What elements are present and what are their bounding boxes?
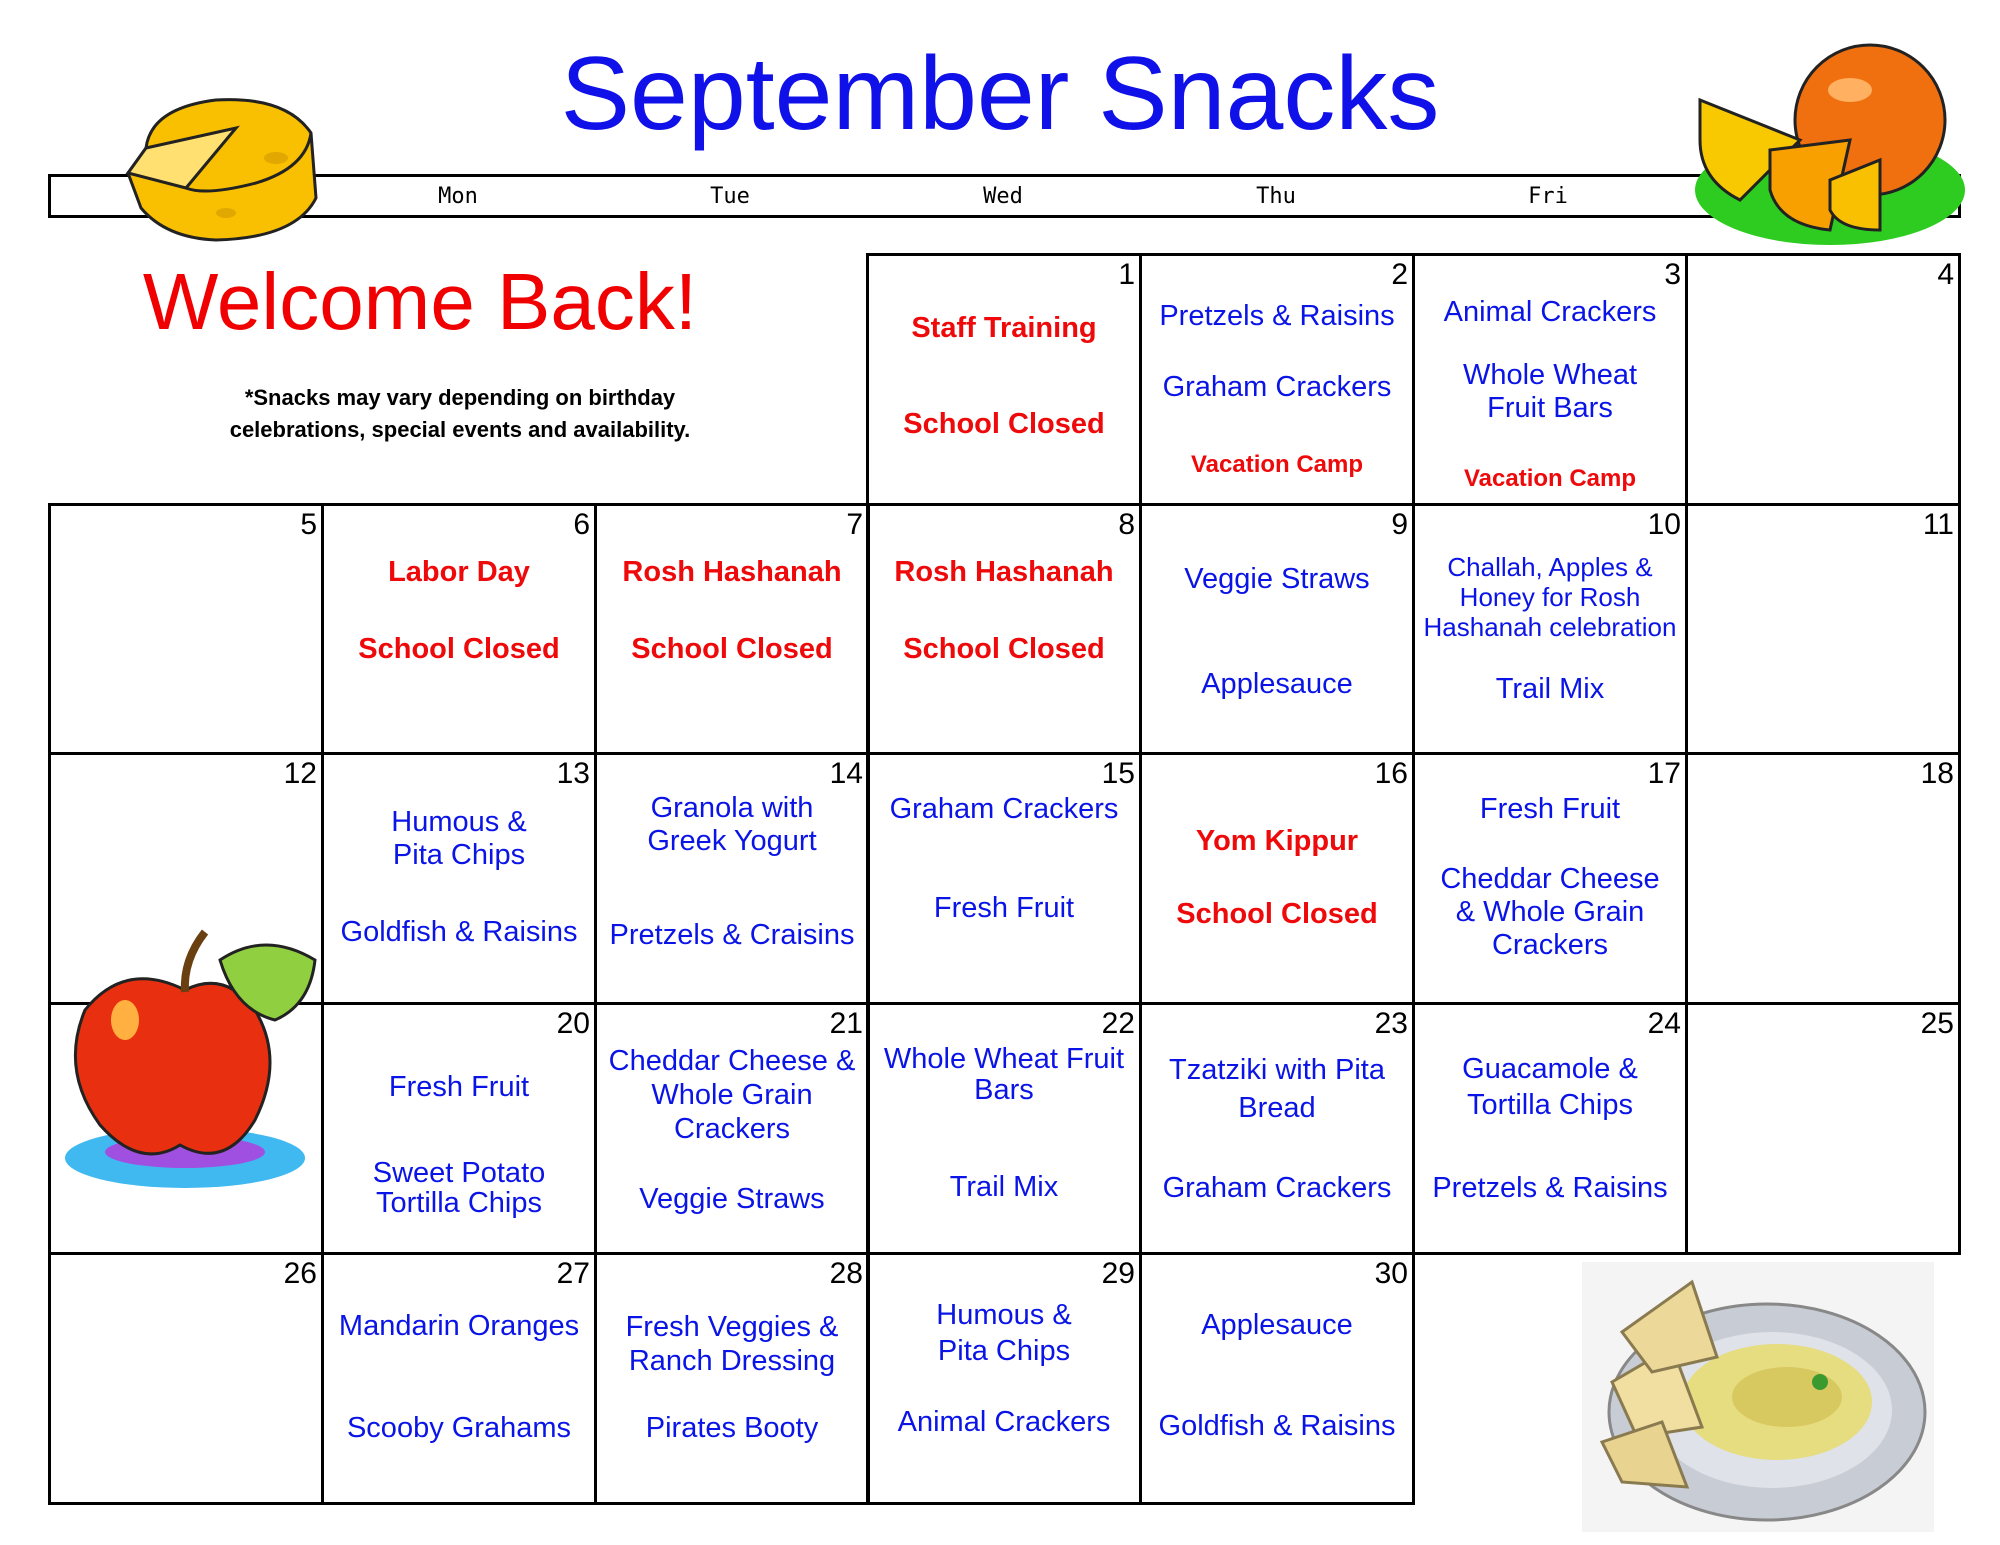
snack-item: Guacamole & Tortilla Chips	[1462, 1053, 1638, 1121]
day-number: 9	[1391, 508, 1408, 541]
day-cell	[1139, 1002, 1415, 1255]
day-number: 23	[1374, 1007, 1408, 1040]
snack-item: Goldfish & Raisins	[1158, 1410, 1396, 1442]
day-cell	[321, 1252, 597, 1505]
snack-item: Mandarin Oranges	[338, 1310, 580, 1342]
snack-item: Animal Crackers	[897, 1406, 1111, 1438]
day-cell	[321, 752, 597, 1005]
snack-item: Cheddar Cheese & Whole Grain Crackers	[608, 1045, 856, 1145]
day-event: School Closed	[631, 633, 833, 665]
day-number: 20	[556, 1007, 590, 1040]
snack-item: Pretzels & Raisins	[1432, 1172, 1668, 1204]
day-cell	[1412, 1002, 1688, 1255]
day-number: 18	[1920, 757, 1954, 790]
day-cell	[866, 752, 1142, 1005]
snack-item: Scooby Grahams	[346, 1412, 572, 1444]
day-event: Staff Training	[911, 312, 1097, 344]
snack-item: Applesauce	[1201, 1309, 1353, 1341]
snack-item: Humous & Pita Chips	[391, 806, 527, 871]
snack-item: Trail Mix	[1495, 673, 1605, 705]
day-cell	[594, 1002, 870, 1255]
day-event: School Closed	[1176, 898, 1378, 930]
snack-item: Fresh Fruit	[1479, 793, 1621, 825]
snack-item: Veggie Straws	[639, 1183, 825, 1215]
day-event: Labor Day	[388, 556, 530, 588]
day-number: 24	[1647, 1007, 1681, 1040]
day-cell	[866, 503, 1142, 755]
day-number: 11	[1922, 508, 1954, 541]
day-cell	[594, 752, 870, 1005]
snack-item: Fresh Fruit	[388, 1071, 530, 1103]
day-number: 22	[1101, 1007, 1135, 1040]
day-event: School Closed	[903, 408, 1105, 440]
day-event: Vacation Camp	[1463, 465, 1637, 492]
day-number: 12	[283, 757, 317, 790]
day-cell	[1412, 253, 1688, 506]
day-event: Vacation Camp	[1190, 451, 1364, 478]
snack-item: Graham Crackers	[889, 793, 1119, 825]
snack-item: Cheddar Cheese & Whole Grain Crackers	[1440, 863, 1660, 961]
snack-item: Tzatziki with Pita Bread	[1169, 1054, 1385, 1124]
day-cell	[1685, 503, 1961, 755]
day-number: 29	[1101, 1257, 1135, 1290]
snack-item: Trail Mix	[949, 1171, 1059, 1203]
day-cell	[594, 503, 870, 755]
snack-item: Goldfish & Raisins	[340, 916, 578, 948]
day-cell	[866, 1252, 1142, 1505]
snack-item: Pirates Booty	[645, 1412, 819, 1444]
snack-item: Pretzels & Craisins	[609, 919, 855, 951]
day-cell	[1139, 1252, 1415, 1505]
day-cell	[1139, 752, 1415, 1005]
snack-note: *Snacks may vary depending on birthday celebrations, special events and availability.	[229, 385, 691, 442]
day-number: 25	[1920, 1007, 1954, 1040]
apple-icon	[55, 920, 335, 1190]
hummus-plate-icon	[1582, 1262, 1934, 1532]
day-number: 3	[1664, 258, 1681, 291]
snack-item: Whole Wheat Fruit Bars	[1462, 359, 1638, 424]
orange-icon	[1680, 30, 1970, 250]
day-number: 16	[1374, 757, 1408, 790]
snack-item: Fresh Veggies & Ranch Dressing	[625, 1311, 839, 1377]
day-number: 10	[1647, 508, 1681, 541]
cheese-icon	[106, 88, 326, 248]
day-cell	[321, 1002, 597, 1255]
weekday-tue: Tue	[710, 184, 750, 209]
snack-item: Veggie Straws	[1184, 563, 1370, 595]
snack-item: Animal Crackers	[1443, 296, 1657, 328]
day-event: Rosh Hashanah	[622, 556, 842, 588]
day-number: 6	[573, 508, 590, 541]
day-number: 14	[829, 757, 863, 790]
day-event: School Closed	[903, 633, 1105, 665]
day-cell	[1685, 253, 1961, 506]
snack-item: Graham Crackers	[1162, 1172, 1392, 1204]
snack-item: Applesauce	[1201, 668, 1353, 700]
snack-item: Graham Crackers	[1162, 371, 1392, 403]
snack-item: Fresh Fruit	[933, 892, 1075, 924]
snack-item: Whole Wheat Fruit Bars	[883, 1043, 1125, 1106]
day-number: 26	[283, 1257, 317, 1290]
welcome-heading: Welcome Back!	[142, 257, 698, 346]
weekday-thu: Thu	[1256, 184, 1296, 209]
snack-item: Sweet Potato Tortilla Chips	[372, 1157, 546, 1219]
day-cell	[1139, 503, 1415, 755]
day-cell	[321, 503, 597, 755]
day-event: School Closed	[358, 633, 560, 665]
day-number: 27	[556, 1257, 590, 1290]
day-cell	[866, 1002, 1142, 1255]
day-number: 30	[1374, 1257, 1408, 1290]
day-number: 5	[300, 508, 317, 541]
snack-item: Challah, Apples & Honey for Rosh Hashanah celebration	[1423, 552, 1677, 642]
day-cell	[1139, 253, 1415, 506]
snack-item: Pretzels & Raisins	[1159, 300, 1395, 332]
weekday-fri: Fri	[1528, 184, 1568, 209]
day-cell	[594, 1252, 870, 1505]
day-number: 13	[556, 757, 590, 790]
day-number: 1	[1118, 258, 1135, 291]
snack-item: Granola with Greek Yogurt	[647, 792, 817, 857]
day-number: 17	[1647, 757, 1681, 790]
page-title: September Snacks	[560, 36, 1440, 152]
day-number: 8	[1118, 508, 1135, 541]
day-event: Rosh Hashanah	[894, 556, 1114, 588]
day-event: Yom Kippur	[1195, 825, 1359, 857]
day-cell	[1685, 1002, 1961, 1255]
day-number: 2	[1391, 258, 1408, 291]
day-cell	[48, 1252, 324, 1505]
day-cell	[866, 253, 1142, 506]
day-cell	[48, 503, 324, 755]
day-cell	[1685, 752, 1961, 1005]
snack-item: Humous & Pita Chips	[936, 1299, 1072, 1367]
day-number: 28	[829, 1257, 863, 1290]
day-cell	[1412, 503, 1688, 755]
weekday-mon: Mon	[438, 184, 478, 209]
day-number: 15	[1101, 757, 1135, 790]
day-number: 7	[846, 508, 863, 541]
day-cell	[1412, 752, 1688, 1005]
day-number: 4	[1937, 258, 1954, 291]
day-number: 21	[829, 1007, 863, 1040]
weekday-wed: Wed	[983, 184, 1023, 209]
